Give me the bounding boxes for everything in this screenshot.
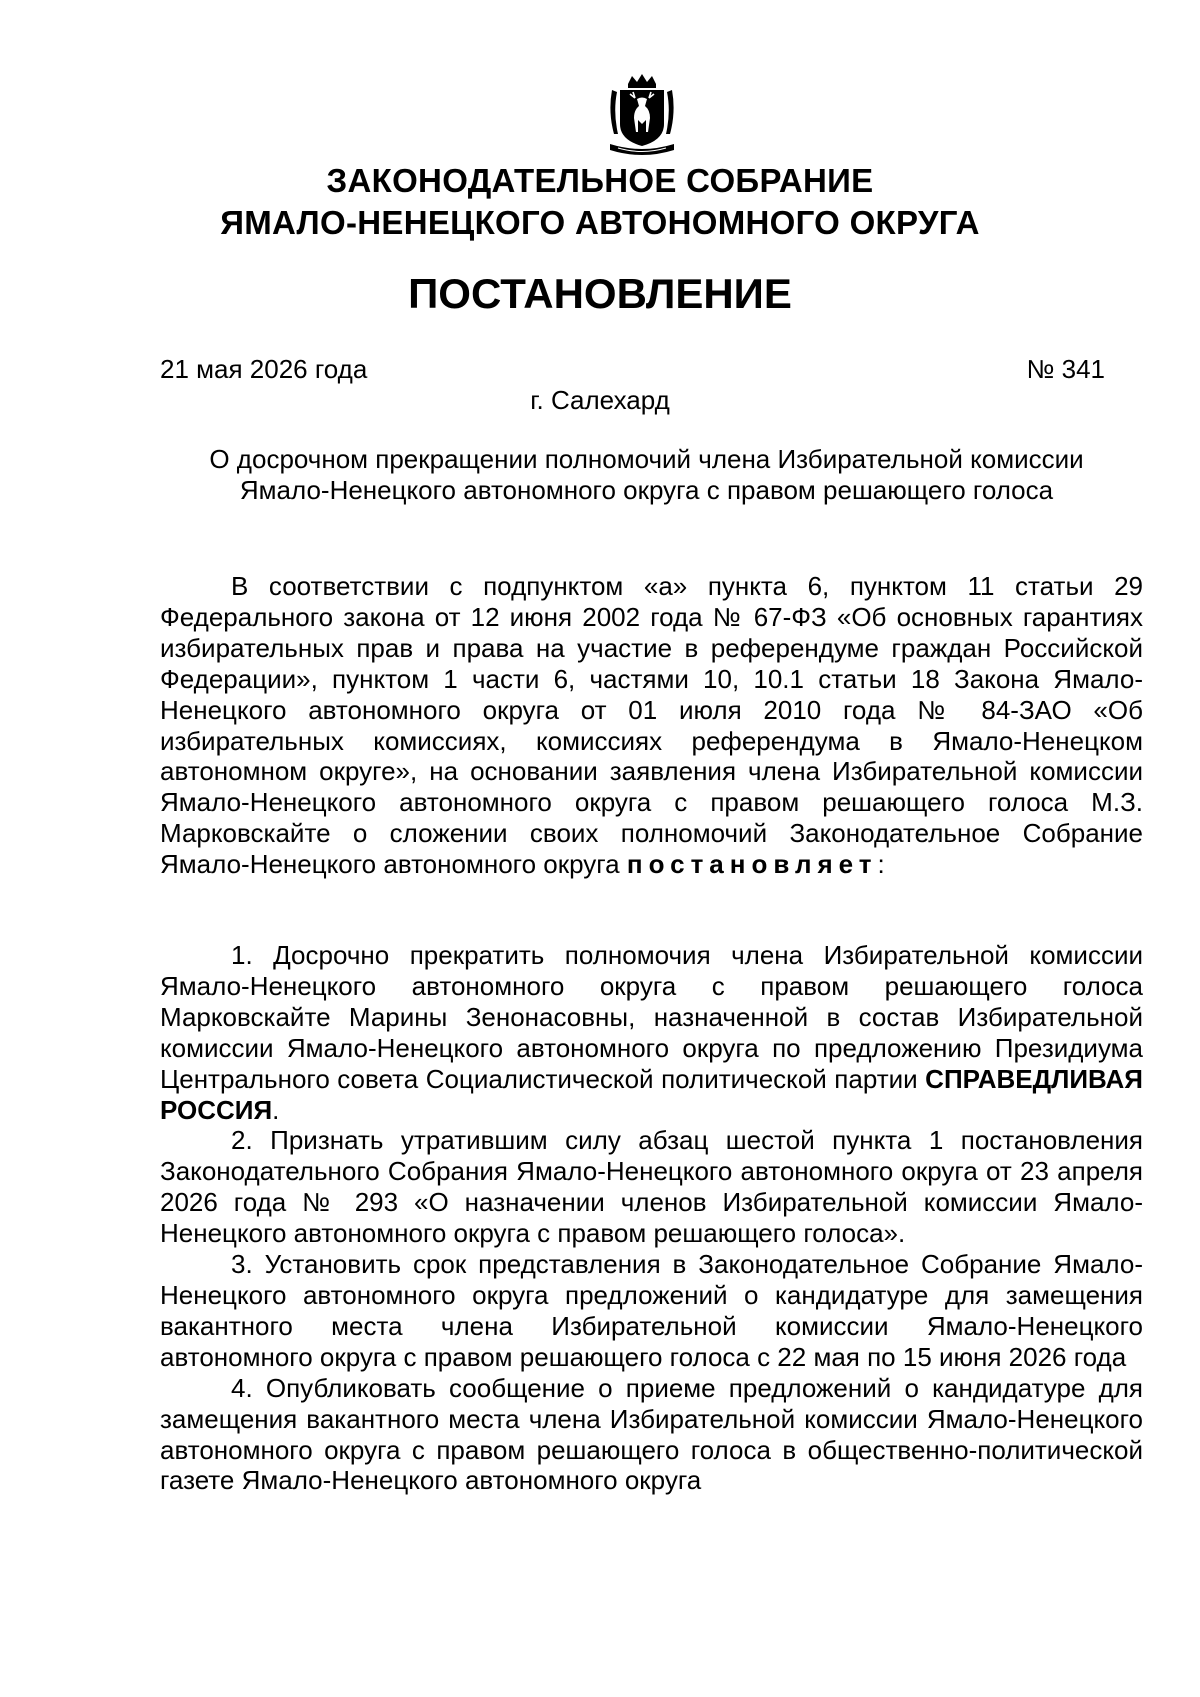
resolution-items: [160, 940, 1143, 1496]
coat-of-arms-icon: [604, 72, 680, 162]
party-name: СПРАВЕДЛИВАЯ РОССИЯ: [160, 1063, 1143, 1125]
document-subject: [160, 444, 1133, 506]
item-4: 4. Опубликовать сообщение о приеме предложений о кандидатуре для замещения вакантного места члена Избирательной комиссии Ямало-Ненецкого автономного округа с правом решающего голоса в общественно-политической газете Ямало-Ненецкого автономного округа: [160, 1372, 1143, 1496]
item-1-end: .: [272, 1094, 280, 1125]
organization-name-line2: ЯМАЛО-НЕНЕЦКОГО АВТОНОМНОГО ОКРУГА: [220, 204, 980, 241]
document-type-title: ПОСТАНОВЛЕНИЕ: [408, 270, 792, 317]
subject-line1: О досрочном прекращении полномочий члена Избирательной комиссии: [209, 444, 1084, 474]
resolves-word: постановляет: [626, 849, 878, 880]
item-2: 2. Признать утратившим силу абзац шестой пункта 1 постановления Законодательного Собрания Ямало-Ненецкого автономного округа от 23 апреля 2026 года № 293 «О назначении членов Избирательной комиссии Ямало-Ненецкого автономного округа с правом решающего голоса».: [160, 1125, 1143, 1249]
preamble-text: В соответствии с подпунктом «а» пункта 6, пунктом 11 статьи 29 Федерального закона от 12 июня 2002 года № 67-ФЗ «Об основных гарантиях избирательных прав и права на участие в референдуме граждан Российской Федерации», пунктом 1 части 6, частями 10, 10.1 статьи 18 Закона Ямало-Ненецкого автономного округа от 01 июля 2010 года № 84-ЗАО «Об избирательных комиссиях, комиссиях референдума в Ямало-Ненецком автономном округе», на основании заявления члена Избирательной комиссии Ямало-Ненецкого автономного округа с правом решающего голоса М.З. Марковскайте о сложении своих полномочий Законодательное Собрание Ямало-Ненецкого автономного округа: [160, 571, 1143, 880]
item-3: 3. Установить срок представления в Законодательное Собрание Ямало-Ненецкого автономного округа предложений о кандидатуре для замещения вакантного места члена Избирательной комиссии Ямало-Ненецкого автономного округа с правом решающего голоса с 22 мая по 15 июня 2026 года: [160, 1249, 1143, 1372]
item-1: [160, 940, 1143, 1125]
document-date: 21 мая 2026 года: [160, 354, 368, 384]
subject-line2: Ямало-Ненецкого автономного округа с правом решающего голоса: [239, 475, 1054, 505]
preamble-colon: :: [877, 849, 885, 880]
organization-name-line1: ЗАКОНОДАТЕЛЬНОЕ СОБРАНИЕ: [326, 162, 874, 199]
document-city: г. Салехард: [530, 385, 670, 415]
document-number: № 341: [1026, 354, 1105, 384]
preamble-paragraph: [160, 571, 1143, 880]
item-1-text: 1. Досрочно прекратить полномочия члена Избирательной комиссии Ямало-Ненецкого автономного округа с правом решающего голоса Марковскайте Марины Зенонасовны, назначенной в состав Избирательной комиссии Ямало-Ненецкого автономного округа по предложению Президиума Центрального совета Социалистической политической партии: [160, 940, 1143, 1094]
